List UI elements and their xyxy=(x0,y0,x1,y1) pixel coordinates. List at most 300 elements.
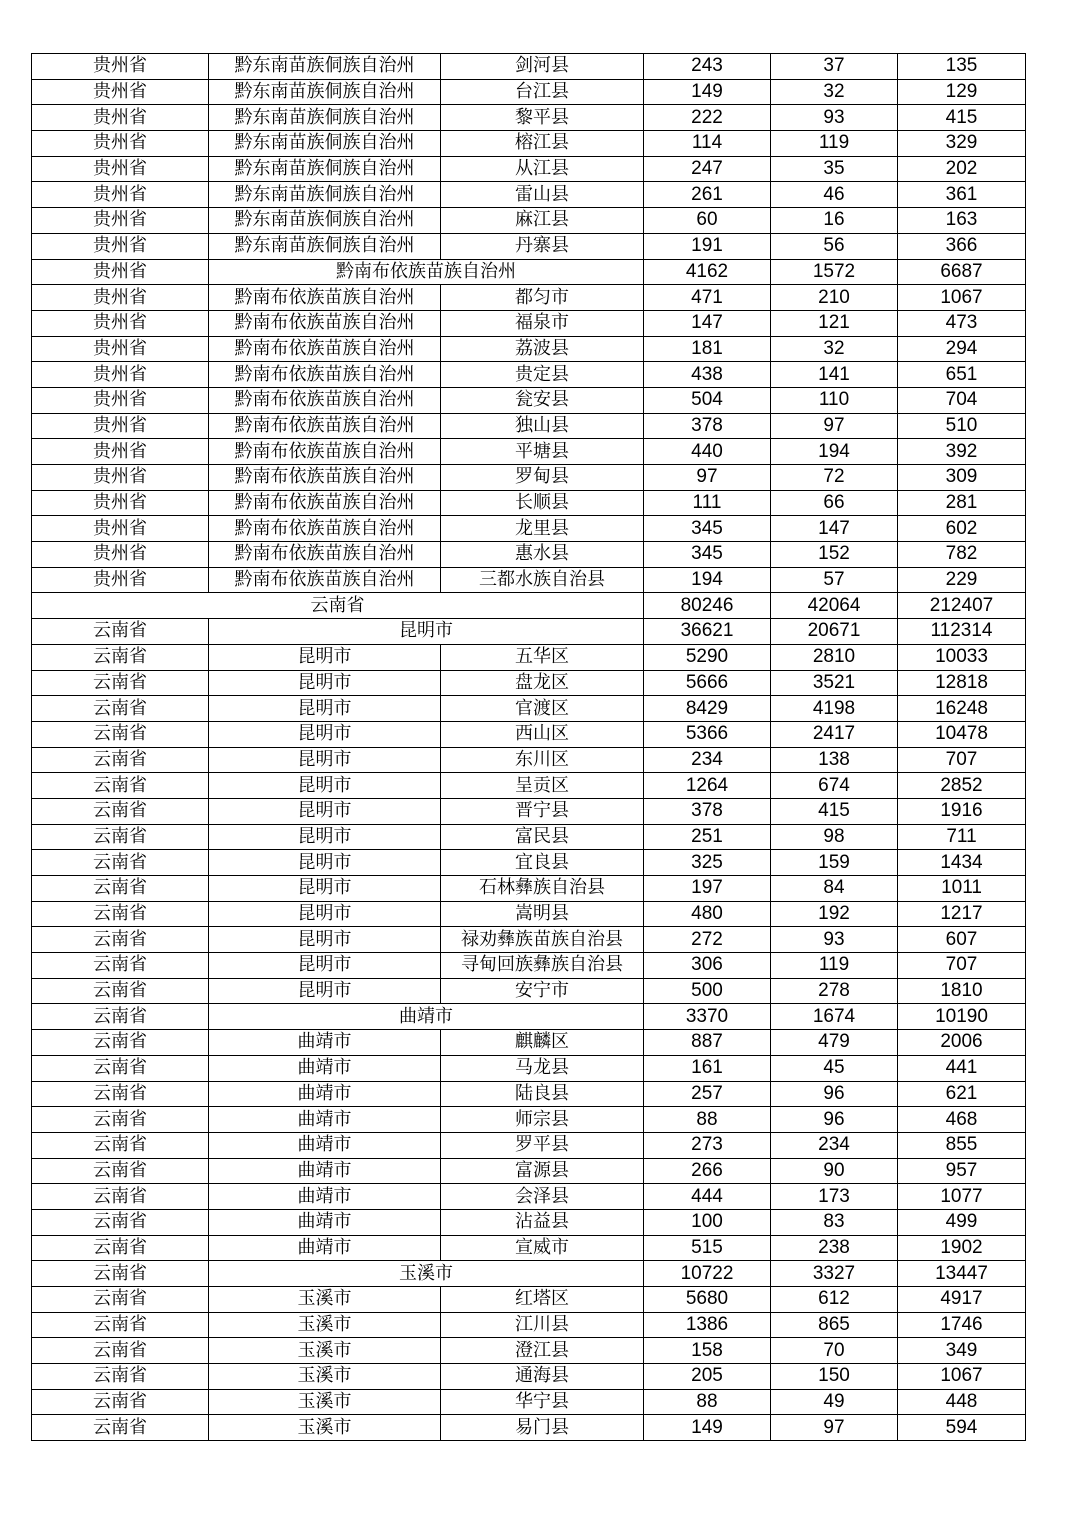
value-cell-3: 10033 xyxy=(898,644,1026,670)
value-cell-3: 707 xyxy=(898,953,1026,979)
value-cell-3: 129 xyxy=(898,79,1026,105)
value-cell-3: 112314 xyxy=(898,619,1026,645)
prefecture-cell: 黔南布依族苗族自治州 xyxy=(209,362,441,388)
prefecture-cell: 玉溪市 xyxy=(209,1364,441,1390)
prefecture-cell: 昆明市 xyxy=(209,747,441,773)
county-cell: 平塘县 xyxy=(441,439,644,465)
value-cell-3: 212407 xyxy=(898,593,1026,619)
prefecture-cell: 曲靖市 xyxy=(209,1081,441,1107)
prefecture-cell: 昆明市 xyxy=(209,927,441,953)
value-cell-2: 173 xyxy=(771,1184,898,1210)
table-body xyxy=(32,54,1026,1441)
table-row xyxy=(32,798,1026,824)
value-cell-2: 45 xyxy=(771,1055,898,1081)
value-cell-1: 243 xyxy=(644,54,771,80)
prefecture-cell: 黔南布依族苗族自治州 xyxy=(209,387,441,413)
county-cell: 台江县 xyxy=(441,79,644,105)
county-cell: 从江县 xyxy=(441,156,644,182)
county-cell: 石林彝族自治县 xyxy=(441,876,644,902)
value-cell-3: 957 xyxy=(898,1158,1026,1184)
value-cell-1: 500 xyxy=(644,978,771,1004)
value-cell-1: 480 xyxy=(644,901,771,927)
prefecture-cell: 昆明市 xyxy=(209,953,441,979)
table-row xyxy=(32,182,1026,208)
value-cell-3: 16248 xyxy=(898,696,1026,722)
prefecture-cell: 黔东南苗族侗族自治州 xyxy=(209,54,441,80)
value-cell-3: 1011 xyxy=(898,876,1026,902)
value-cell-2: 194 xyxy=(771,439,898,465)
value-cell-3: 607 xyxy=(898,927,1026,953)
value-cell-3: 473 xyxy=(898,310,1026,336)
value-cell-3: 349 xyxy=(898,1338,1026,1364)
value-cell-2: 32 xyxy=(771,79,898,105)
county-cell: 麒麟区 xyxy=(441,1030,644,1056)
prefecture-cell: 玉溪市 xyxy=(209,1312,441,1338)
table-row xyxy=(32,696,1026,722)
value-cell-3: 782 xyxy=(898,542,1026,568)
province-cell: 云南省 xyxy=(32,1004,209,1030)
table-row xyxy=(32,1158,1026,1184)
county-cell: 禄劝彝族苗族自治县 xyxy=(441,927,644,953)
value-cell-3: 499 xyxy=(898,1209,1026,1235)
value-cell-1: 887 xyxy=(644,1030,771,1056)
value-cell-2: 3327 xyxy=(771,1261,898,1287)
county-cell: 红塔区 xyxy=(441,1287,644,1313)
county-cell: 沾益县 xyxy=(441,1209,644,1235)
table-row xyxy=(32,490,1026,516)
prefecture-cell: 玉溪市 xyxy=(209,1287,441,1313)
value-cell-2: 57 xyxy=(771,567,898,593)
value-cell-2: 238 xyxy=(771,1235,898,1261)
value-cell-1: 80246 xyxy=(644,593,771,619)
value-cell-2: 1674 xyxy=(771,1004,898,1030)
value-cell-2: 20671 xyxy=(771,619,898,645)
value-cell-1: 345 xyxy=(644,516,771,542)
province-cell: 云南省 xyxy=(32,696,209,722)
value-cell-3: 621 xyxy=(898,1081,1026,1107)
value-cell-2: 210 xyxy=(771,285,898,311)
prefecture-cell: 曲靖市 xyxy=(209,1030,441,1056)
prefecture-total-cell: 玉溪市 xyxy=(209,1261,644,1287)
value-cell-1: 257 xyxy=(644,1081,771,1107)
value-cell-2: 96 xyxy=(771,1107,898,1133)
value-cell-3: 602 xyxy=(898,516,1026,542)
value-cell-1: 345 xyxy=(644,542,771,568)
value-cell-1: 222 xyxy=(644,105,771,131)
value-cell-2: 119 xyxy=(771,131,898,157)
value-cell-2: 72 xyxy=(771,465,898,491)
prefecture-cell: 黔南布依族苗族自治州 xyxy=(209,567,441,593)
value-cell-2: 93 xyxy=(771,927,898,953)
prefecture-cell: 黔南布依族苗族自治州 xyxy=(209,516,441,542)
value-cell-3: 6687 xyxy=(898,259,1026,285)
prefecture-cell: 黔东南苗族侗族自治州 xyxy=(209,233,441,259)
county-cell: 嵩明县 xyxy=(441,901,644,927)
province-cell: 贵州省 xyxy=(32,259,209,285)
value-cell-2: 674 xyxy=(771,773,898,799)
province-cell: 贵州省 xyxy=(32,567,209,593)
value-cell-1: 147 xyxy=(644,310,771,336)
prefecture-cell: 黔南布依族苗族自治州 xyxy=(209,465,441,491)
value-cell-3: 707 xyxy=(898,747,1026,773)
province-cell: 云南省 xyxy=(32,619,209,645)
table-row xyxy=(32,1081,1026,1107)
value-cell-1: 88 xyxy=(644,1107,771,1133)
value-cell-3: 1916 xyxy=(898,798,1026,824)
value-cell-2: 56 xyxy=(771,233,898,259)
county-cell: 寻甸回族彝族自治县 xyxy=(441,953,644,979)
county-cell: 陆良县 xyxy=(441,1081,644,1107)
table-row xyxy=(32,387,1026,413)
value-cell-2: 96 xyxy=(771,1081,898,1107)
table-row xyxy=(32,54,1026,80)
value-cell-2: 415 xyxy=(771,798,898,824)
province-cell: 云南省 xyxy=(32,1055,209,1081)
value-cell-3: 4917 xyxy=(898,1287,1026,1313)
prefecture-cell: 昆明市 xyxy=(209,798,441,824)
province-cell: 贵州省 xyxy=(32,413,209,439)
value-cell-3: 1746 xyxy=(898,1312,1026,1338)
prefecture-cell: 昆明市 xyxy=(209,721,441,747)
value-cell-2: 612 xyxy=(771,1287,898,1313)
value-cell-1: 378 xyxy=(644,413,771,439)
province-cell: 云南省 xyxy=(32,1364,209,1390)
value-cell-2: 46 xyxy=(771,182,898,208)
prefecture-cell: 黔南布依族苗族自治州 xyxy=(209,310,441,336)
value-cell-1: 234 xyxy=(644,747,771,773)
value-cell-2: 1572 xyxy=(771,259,898,285)
value-cell-3: 202 xyxy=(898,156,1026,182)
value-cell-3: 1217 xyxy=(898,901,1026,927)
province-cell: 云南省 xyxy=(32,1030,209,1056)
table-row xyxy=(32,1338,1026,1364)
table-row xyxy=(32,1364,1026,1390)
prefecture-cell: 昆明市 xyxy=(209,876,441,902)
table-row xyxy=(32,721,1026,747)
county-cell: 澄江县 xyxy=(441,1338,644,1364)
value-cell-3: 2852 xyxy=(898,773,1026,799)
prefecture-cell: 昆明市 xyxy=(209,978,441,1004)
province-cell: 云南省 xyxy=(32,670,209,696)
prefecture-cell: 昆明市 xyxy=(209,696,441,722)
province-cell: 云南省 xyxy=(32,1184,209,1210)
statistics-table xyxy=(31,53,1026,1441)
county-cell: 华宁县 xyxy=(441,1389,644,1415)
prefecture-cell: 黔东南苗族侗族自治州 xyxy=(209,182,441,208)
county-cell: 东川区 xyxy=(441,747,644,773)
value-cell-2: 90 xyxy=(771,1158,898,1184)
prefecture-cell: 昆明市 xyxy=(209,773,441,799)
value-cell-2: 66 xyxy=(771,490,898,516)
value-cell-2: 865 xyxy=(771,1312,898,1338)
county-cell: 五华区 xyxy=(441,644,644,670)
prefecture-cell: 曲靖市 xyxy=(209,1184,441,1210)
value-cell-3: 1067 xyxy=(898,1364,1026,1390)
prefecture-cell: 玉溪市 xyxy=(209,1338,441,1364)
value-cell-3: 704 xyxy=(898,387,1026,413)
prefecture-total-cell: 昆明市 xyxy=(209,619,644,645)
table-row xyxy=(32,310,1026,336)
county-cell: 麻江县 xyxy=(441,208,644,234)
prefecture-cell: 玉溪市 xyxy=(209,1389,441,1415)
value-cell-3: 510 xyxy=(898,413,1026,439)
table-row xyxy=(32,542,1026,568)
table-row xyxy=(32,1235,1026,1261)
province-cell: 贵州省 xyxy=(32,439,209,465)
value-cell-1: 111 xyxy=(644,490,771,516)
value-cell-1: 504 xyxy=(644,387,771,413)
province-cell: 贵州省 xyxy=(32,182,209,208)
table-row xyxy=(32,336,1026,362)
prefecture-total-cell: 黔南布依族苗族自治州 xyxy=(209,259,644,285)
value-cell-3: 12818 xyxy=(898,670,1026,696)
table-row xyxy=(32,567,1026,593)
value-cell-2: 2810 xyxy=(771,644,898,670)
value-cell-2: 97 xyxy=(771,1415,898,1441)
value-cell-2: 119 xyxy=(771,953,898,979)
table-row xyxy=(32,1107,1026,1133)
value-cell-2: 83 xyxy=(771,1209,898,1235)
value-cell-3: 294 xyxy=(898,336,1026,362)
value-cell-1: 273 xyxy=(644,1132,771,1158)
province-cell: 云南省 xyxy=(32,1389,209,1415)
value-cell-3: 281 xyxy=(898,490,1026,516)
value-cell-3: 1434 xyxy=(898,850,1026,876)
value-cell-3: 855 xyxy=(898,1132,1026,1158)
value-cell-1: 8429 xyxy=(644,696,771,722)
value-cell-3: 441 xyxy=(898,1055,1026,1081)
table-row xyxy=(32,670,1026,696)
value-cell-1: 181 xyxy=(644,336,771,362)
table-row xyxy=(32,1004,1026,1030)
value-cell-1: 88 xyxy=(644,1389,771,1415)
county-cell: 独山县 xyxy=(441,413,644,439)
prefecture-cell: 黔南布依族苗族自治州 xyxy=(209,285,441,311)
province-cell: 云南省 xyxy=(32,978,209,1004)
county-cell: 三都水族自治县 xyxy=(441,567,644,593)
value-cell-1: 5680 xyxy=(644,1287,771,1313)
table-row xyxy=(32,619,1026,645)
table-row xyxy=(32,259,1026,285)
county-cell: 师宗县 xyxy=(441,1107,644,1133)
county-cell: 宣威市 xyxy=(441,1235,644,1261)
county-cell: 盘龙区 xyxy=(441,670,644,696)
value-cell-2: 234 xyxy=(771,1132,898,1158)
prefecture-cell: 黔南布依族苗族自治州 xyxy=(209,413,441,439)
value-cell-3: 1077 xyxy=(898,1184,1026,1210)
prefecture-cell: 昆明市 xyxy=(209,850,441,876)
table-row xyxy=(32,285,1026,311)
value-cell-1: 191 xyxy=(644,233,771,259)
table-row xyxy=(32,1209,1026,1235)
table-row xyxy=(32,850,1026,876)
province-cell: 云南省 xyxy=(32,1158,209,1184)
province-cell: 云南省 xyxy=(32,798,209,824)
province-cell: 云南省 xyxy=(32,1081,209,1107)
table-row xyxy=(32,208,1026,234)
prefecture-cell: 黔东南苗族侗族自治州 xyxy=(209,79,441,105)
county-cell: 江川县 xyxy=(441,1312,644,1338)
prefecture-cell: 黔东南苗族侗族自治州 xyxy=(209,131,441,157)
value-cell-1: 158 xyxy=(644,1338,771,1364)
province-cell: 贵州省 xyxy=(32,516,209,542)
value-cell-2: 141 xyxy=(771,362,898,388)
province-cell: 贵州省 xyxy=(32,490,209,516)
prefecture-cell: 玉溪市 xyxy=(209,1415,441,1441)
county-cell: 晋宁县 xyxy=(441,798,644,824)
value-cell-2: 37 xyxy=(771,54,898,80)
county-cell: 官渡区 xyxy=(441,696,644,722)
value-cell-2: 49 xyxy=(771,1389,898,1415)
value-cell-2: 42064 xyxy=(771,593,898,619)
value-cell-1: 197 xyxy=(644,876,771,902)
county-cell: 剑河县 xyxy=(441,54,644,80)
table-row xyxy=(32,413,1026,439)
value-cell-1: 5290 xyxy=(644,644,771,670)
value-cell-1: 149 xyxy=(644,1415,771,1441)
county-cell: 惠水县 xyxy=(441,542,644,568)
table-row xyxy=(32,362,1026,388)
province-cell: 云南省 xyxy=(32,1287,209,1313)
province-cell: 云南省 xyxy=(32,850,209,876)
province-cell: 云南省 xyxy=(32,1338,209,1364)
province-cell: 贵州省 xyxy=(32,465,209,491)
county-cell: 罗甸县 xyxy=(441,465,644,491)
value-cell-1: 5366 xyxy=(644,721,771,747)
county-cell: 马龙县 xyxy=(441,1055,644,1081)
table-row xyxy=(32,1287,1026,1313)
province-cell: 云南省 xyxy=(32,773,209,799)
value-cell-2: 84 xyxy=(771,876,898,902)
county-cell: 易门县 xyxy=(441,1415,644,1441)
table-row xyxy=(32,131,1026,157)
value-cell-2: 35 xyxy=(771,156,898,182)
value-cell-1: 261 xyxy=(644,182,771,208)
value-cell-3: 366 xyxy=(898,233,1026,259)
province-cell: 云南省 xyxy=(32,953,209,979)
value-cell-2: 152 xyxy=(771,542,898,568)
value-cell-3: 229 xyxy=(898,567,1026,593)
value-cell-1: 100 xyxy=(644,1209,771,1235)
value-cell-1: 36621 xyxy=(644,619,771,645)
table-row xyxy=(32,233,1026,259)
prefecture-cell: 黔南布依族苗族自治州 xyxy=(209,439,441,465)
prefecture-cell: 昆明市 xyxy=(209,644,441,670)
table-row xyxy=(32,1055,1026,1081)
value-cell-1: 60 xyxy=(644,208,771,234)
value-cell-1: 444 xyxy=(644,1184,771,1210)
value-cell-3: 415 xyxy=(898,105,1026,131)
prefecture-cell: 黔南布依族苗族自治州 xyxy=(209,336,441,362)
value-cell-1: 194 xyxy=(644,567,771,593)
value-cell-1: 515 xyxy=(644,1235,771,1261)
value-cell-1: 114 xyxy=(644,131,771,157)
value-cell-1: 438 xyxy=(644,362,771,388)
value-cell-1: 440 xyxy=(644,439,771,465)
value-cell-2: 150 xyxy=(771,1364,898,1390)
province-cell: 贵州省 xyxy=(32,54,209,80)
table-row xyxy=(32,1389,1026,1415)
value-cell-1: 471 xyxy=(644,285,771,311)
table-row xyxy=(32,824,1026,850)
table-row xyxy=(32,901,1026,927)
value-cell-2: 2417 xyxy=(771,721,898,747)
value-cell-2: 97 xyxy=(771,413,898,439)
province-cell: 云南省 xyxy=(32,1132,209,1158)
value-cell-3: 329 xyxy=(898,131,1026,157)
value-cell-1: 247 xyxy=(644,156,771,182)
table-row xyxy=(32,1312,1026,1338)
value-cell-3: 1067 xyxy=(898,285,1026,311)
province-cell: 贵州省 xyxy=(32,310,209,336)
province-cell: 贵州省 xyxy=(32,285,209,311)
value-cell-3: 1810 xyxy=(898,978,1026,1004)
province-cell: 云南省 xyxy=(32,1415,209,1441)
value-cell-1: 1386 xyxy=(644,1312,771,1338)
county-cell: 长顺县 xyxy=(441,490,644,516)
province-cell: 云南省 xyxy=(32,1235,209,1261)
prefecture-cell: 曲靖市 xyxy=(209,1107,441,1133)
prefecture-cell: 昆明市 xyxy=(209,670,441,696)
table-row xyxy=(32,1261,1026,1287)
county-cell: 宜良县 xyxy=(441,850,644,876)
value-cell-1: 161 xyxy=(644,1055,771,1081)
value-cell-1: 325 xyxy=(644,850,771,876)
prefecture-cell: 曲靖市 xyxy=(209,1055,441,1081)
province-cell: 云南省 xyxy=(32,1261,209,1287)
province-cell: 贵州省 xyxy=(32,105,209,131)
value-cell-1: 251 xyxy=(644,824,771,850)
table-row xyxy=(32,1030,1026,1056)
province-cell: 云南省 xyxy=(32,1209,209,1235)
value-cell-1: 4162 xyxy=(644,259,771,285)
value-cell-1: 10722 xyxy=(644,1261,771,1287)
county-cell: 呈贡区 xyxy=(441,773,644,799)
province-cell: 贵州省 xyxy=(32,336,209,362)
table-row xyxy=(32,465,1026,491)
value-cell-3: 135 xyxy=(898,54,1026,80)
county-cell: 丹寨县 xyxy=(441,233,644,259)
province-cell: 贵州省 xyxy=(32,131,209,157)
table-row xyxy=(32,105,1026,131)
province-cell: 云南省 xyxy=(32,824,209,850)
value-cell-2: 4198 xyxy=(771,696,898,722)
county-cell: 贵定县 xyxy=(441,362,644,388)
value-cell-2: 16 xyxy=(771,208,898,234)
county-cell: 雷山县 xyxy=(441,182,644,208)
value-cell-3: 2006 xyxy=(898,1030,1026,1056)
value-cell-1: 205 xyxy=(644,1364,771,1390)
value-cell-3: 651 xyxy=(898,362,1026,388)
value-cell-3: 163 xyxy=(898,208,1026,234)
value-cell-3: 711 xyxy=(898,824,1026,850)
value-cell-3: 1902 xyxy=(898,1235,1026,1261)
value-cell-2: 121 xyxy=(771,310,898,336)
county-cell: 都匀市 xyxy=(441,285,644,311)
table-row xyxy=(32,953,1026,979)
prefecture-cell: 曲靖市 xyxy=(209,1209,441,1235)
value-cell-1: 378 xyxy=(644,798,771,824)
table-row xyxy=(32,1132,1026,1158)
value-cell-2: 93 xyxy=(771,105,898,131)
prefecture-cell: 曲靖市 xyxy=(209,1132,441,1158)
value-cell-2: 98 xyxy=(771,824,898,850)
value-cell-2: 32 xyxy=(771,336,898,362)
province-cell: 云南省 xyxy=(32,901,209,927)
table-row xyxy=(32,927,1026,953)
table-row xyxy=(32,439,1026,465)
province-cell: 贵州省 xyxy=(32,542,209,568)
